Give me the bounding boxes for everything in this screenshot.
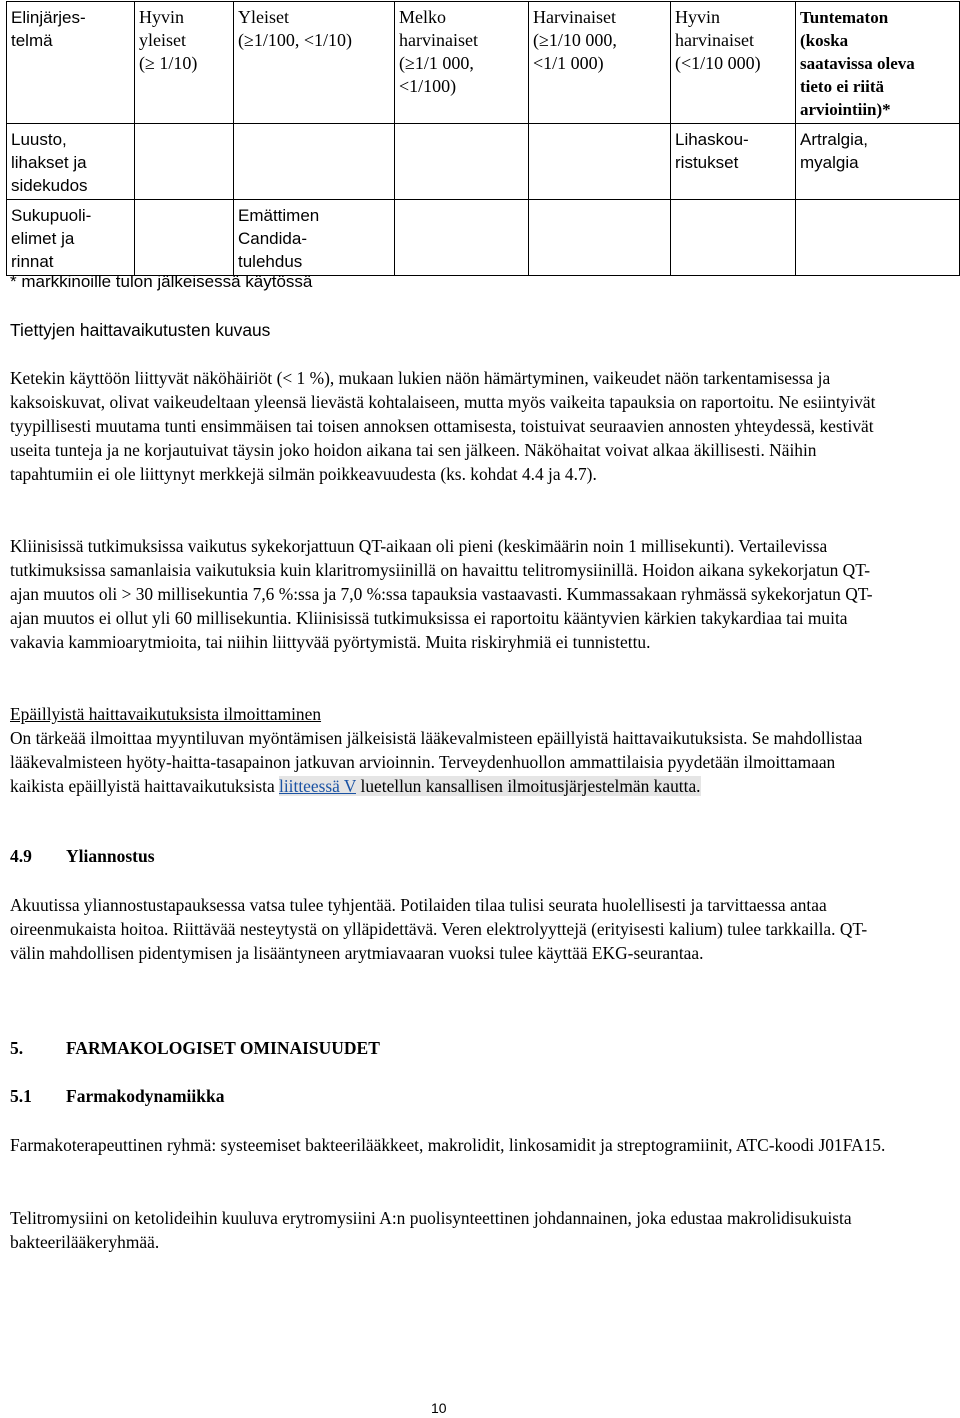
paragraph-text: Ketekin käyttöön liittyvät näköhäiriöt (< 1 %), mukaan lukien näön hämärtyminen, vaikeudet näön tarkentamisessa ja kaksoiskuvat, olivat vaikeudeltaan yleensä lievästä kohtalaiseen, mutta myös vaikeita tapauksia on raportoitu. Ne esiintyivät tyypillisesti muutama tunti ensimmäisen tai toisen annoksen ottamisesta, toistuivat seuraavien annosten yhteydessä, kestivät useita tunteja ja ne korjautuivat täysin joko hoidon aikana tai sen jälkeen. Näköhaitat voivat alkaa äkillisesti. Näihin tapahtumiin ei ole liittynyt merkkejä silmän poikkeavuudesta (ks. kohdat 4.4 ja 4.7). bbox=[10, 368, 876, 484]
section-title: FARMAKOLOGISET OMINAISUUDET bbox=[66, 1038, 380, 1058]
section-number: 5. bbox=[10, 1038, 24, 1058]
section-number: 5.1 bbox=[10, 1086, 32, 1106]
reporting-section bbox=[10, 702, 890, 798]
section-4-9-heading bbox=[10, 846, 155, 867]
section-title: Yliannostus bbox=[66, 846, 155, 866]
section-description-title: Tiettyjen haittavaikutusten kuvaus bbox=[10, 320, 271, 340]
table-cell bbox=[135, 124, 234, 200]
table-cell bbox=[395, 124, 529, 200]
paragraph-text: Kliinisissä tutkimuksissa vaikutus sykekorjattuun QT-aikaan oli pieni (keskimäärin noin 1 millisekunti). Vertailevissa tutkimuksissa samanlaisia vaikutuksia kuin klaritromysiinillä on havaittu telitromysiinillä. Hoidon aikana sykekorjatun QT-ajan muutos oli > 30 millisekuntia 7,6 %:ssa ja 7,0 %:ssa tapauksia vastaavasti. Kummassakaan ryhmässä sykekorjatun QT-ajan muutos ei ollut yli 60 millisekuntia. Kliinisissä tutkimuksissa ei raportoitu kääntyvien kärkien takykardiaa tai muita vakavia kammioarytmioita, tai niihin liittyvää pyörtymistä. Muita riskiryhmiä ei tunnistettu. bbox=[10, 536, 873, 652]
paragraph-visual-disturbances bbox=[10, 366, 890, 486]
table-cell bbox=[529, 200, 671, 276]
table-cell: Luusto, lihakset ja sidekudos bbox=[7, 124, 135, 200]
reporting-text bbox=[10, 726, 890, 798]
header-uncommon: Melko harvinaiset (≥1/1 000, <1/100) bbox=[395, 2, 529, 124]
annex-v-link[interactable]: liitteessä V bbox=[279, 776, 357, 796]
paragraph-text: Farmakoterapeuttinen ryhmä: systeemiset bakteerilääkkeet, makrolidit, linkosamidit ja streptogramiinit, ATC-koodi J01FA15. bbox=[10, 1135, 886, 1155]
table-cell bbox=[395, 200, 529, 276]
paragraph-pharmacotherapeutic-group bbox=[10, 1133, 890, 1157]
header-common: Yleiset (≥1/100, <1/10) bbox=[234, 2, 395, 124]
paragraph-overdose bbox=[10, 893, 890, 965]
section-number: 4.9 bbox=[10, 846, 32, 866]
page-number: 10 bbox=[431, 1400, 447, 1416]
table-row bbox=[7, 124, 960, 200]
header-organ-system: Elinjärjes- telmä bbox=[7, 2, 135, 124]
table-cell bbox=[135, 200, 234, 276]
table-cell: Sukupuoli- elimet ja rinnat bbox=[7, 200, 135, 276]
table-header-row bbox=[7, 2, 960, 124]
section-title: Farmakodynamiikka bbox=[66, 1086, 225, 1106]
table-cell bbox=[671, 200, 796, 276]
adverse-effects-table bbox=[6, 1, 960, 276]
section-5-heading bbox=[10, 1038, 380, 1059]
reporting-text-body: On tärkeää ilmoittaa myyntiluvan myöntämisen jälkeisistä lääkevalmisteen epäillyistä haittavaikutuksista. Se mahdollistaa lääkevalmisteen hyöty-haitta-tasapainon jatkuvan arvioinnin. Terveydenhuollon ammattilaisia pyydetään ilmoittamaan kaikista epäillyistä haittavaikutuksista bbox=[10, 728, 863, 796]
table-cell bbox=[529, 124, 671, 200]
table-footnote: * markkinoille tulon jälkeisessä käytössä bbox=[10, 272, 313, 291]
paragraph-text: Akuutissa yliannostustapauksessa vatsa tulee tyhjentää. Potilaiden tilaa tulisi seurata huolellisesti ja tarvittaessa antaa oireenmukaista hoitoa. Riittävää nesteytystä on ylläpidettävä. Veren elektrolyyttejä (erityisesti kalium) tulee tarkkailla. QT-välin mahdollisen pidentymisen ja lisääntyneen arytmiavaaran vuoksi tulee käyttää EKG-seurantaa. bbox=[10, 895, 868, 963]
reporting-title: Epäillyistä haittavaikutuksista ilmoittaminen bbox=[10, 704, 322, 724]
header-very-rare: Hyvin harvinaiset (<1/10 000) bbox=[671, 2, 796, 124]
table-row bbox=[7, 200, 960, 276]
table-cell: Emättimen Candida- tulehdus bbox=[234, 200, 395, 276]
reporting-text-tail: luetellun kansallisen ilmoitusjärjestelmän kautta. bbox=[356, 776, 701, 796]
table-cell bbox=[234, 124, 395, 200]
paragraph-telithromycin bbox=[10, 1206, 890, 1254]
section-5-1-heading bbox=[10, 1086, 225, 1107]
table-cell bbox=[796, 200, 960, 276]
paragraph-qt-interval bbox=[10, 534, 890, 654]
table-cell: Artralgia, myalgia bbox=[796, 124, 960, 200]
paragraph-text: Telitromysiini on ketolideihin kuuluva erytromysiini A:n puolisynteettinen johdannainen, joka edustaa makrolidisukuista bakteerilääkeryhmää. bbox=[10, 1208, 852, 1252]
header-unknown: Tuntematon (koska saatavissa oleva tieto ei riitä arviointiin)* bbox=[796, 2, 960, 124]
table-cell: Lihaskou- ristukset bbox=[671, 124, 796, 200]
header-rare: Harvinaiset (≥1/10 000, <1/1 000) bbox=[529, 2, 671, 124]
header-very-common: Hyvin yleiset (≥ 1/10) bbox=[135, 2, 234, 124]
